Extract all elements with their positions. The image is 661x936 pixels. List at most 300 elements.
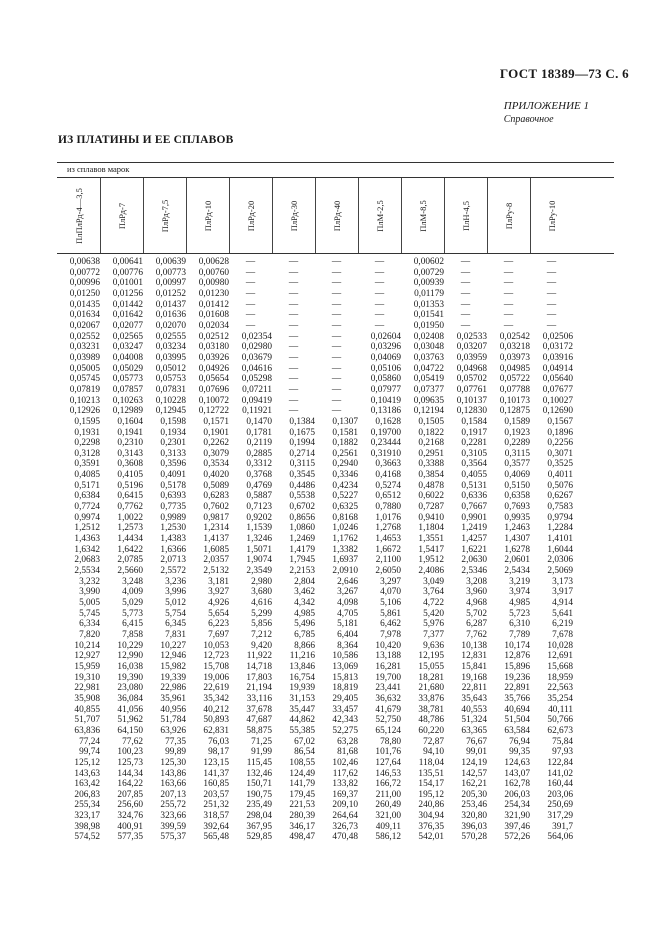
table-cell: 10,028 xyxy=(547,640,573,651)
column-header xyxy=(360,178,400,253)
table-cell: 31,153 xyxy=(289,693,315,704)
table-cell: 0,7583 xyxy=(547,502,573,513)
table-cell: 2,5132 xyxy=(203,566,229,577)
table-cell: 0,7693 xyxy=(504,502,530,513)
table-cell: 13,069 xyxy=(332,661,358,672)
table-cell: 51,707 xyxy=(74,715,100,726)
table-cell: 4,926 xyxy=(208,598,229,608)
table-cell: 8,866 xyxy=(294,640,315,651)
table-cell: 1,2573 xyxy=(117,523,143,534)
table-cell: 0,05745 xyxy=(69,374,100,385)
table-cell: 6,310 xyxy=(509,619,530,630)
table-cell: 0,05702 xyxy=(456,374,487,385)
table-cell: 264,64 xyxy=(332,811,358,822)
table-cell: 62,831 xyxy=(203,725,229,736)
table-cell: 323,66 xyxy=(160,811,186,822)
table-cell: — xyxy=(331,267,342,278)
table-cell: 63,365 xyxy=(461,725,487,736)
table-cell: — xyxy=(288,406,299,417)
table-cell: 367,95 xyxy=(246,821,272,832)
table-cell: 529,85 xyxy=(246,832,272,843)
table-cell: 0,00939 xyxy=(413,278,444,289)
table-cell: 0,9901 xyxy=(461,512,487,523)
table-cell: 0,02542 xyxy=(499,331,530,342)
table-cell: 10,420 xyxy=(375,640,401,651)
table-cell: 0,02034 xyxy=(198,320,229,331)
table-cell: 0,1589 xyxy=(504,416,530,427)
table-cell: 470,48 xyxy=(332,832,358,843)
column-header xyxy=(489,178,529,253)
table-cell: 115,45 xyxy=(246,757,272,768)
table-cell: 574,52 xyxy=(74,832,100,843)
table-cell: 6,415 xyxy=(122,619,143,630)
table-cell: 12,831 xyxy=(461,651,487,662)
table-cell: 10,227 xyxy=(160,640,186,651)
table-cell: 1,2314 xyxy=(203,523,229,534)
table-cell: 409,11 xyxy=(375,821,401,832)
table-cell: 0,12989 xyxy=(112,406,143,417)
table-cell: — xyxy=(288,395,299,406)
table-cell: 0,6512 xyxy=(375,491,401,502)
table-cell: — xyxy=(288,299,299,310)
table-cell: 0,1923 xyxy=(504,427,530,438)
table-cell: 0,00729 xyxy=(413,267,444,278)
table-cell: 0,00628 xyxy=(198,257,229,267)
table-cell: 15,959 xyxy=(74,661,100,672)
table-cell: 0,2940 xyxy=(332,459,358,470)
table-cell: 1,1804 xyxy=(418,523,444,534)
table-cell: 0,9974 xyxy=(74,512,100,523)
table-cell: 5,496 xyxy=(294,619,315,630)
table-cell: 0,12926 xyxy=(69,406,100,417)
table-cell: 570,28 xyxy=(461,832,487,843)
table-cell: 0,01250 xyxy=(69,288,100,299)
table-cell: 18,281 xyxy=(418,672,444,683)
table-cell: 0,03218 xyxy=(499,342,530,353)
table-cell: 35,961 xyxy=(160,693,186,704)
table-cell: 251,32 xyxy=(203,800,229,811)
table-cell: 35,908 xyxy=(74,693,100,704)
table-cell: 0,04968 xyxy=(456,363,487,374)
table-cell: 22,811 xyxy=(461,683,487,694)
table-cell: 6,404 xyxy=(337,629,358,640)
table-cell: 0,13186 xyxy=(370,406,401,417)
table-cell: 0,04926 xyxy=(198,363,229,374)
table-cell: 376,35 xyxy=(418,821,444,832)
table-cell: 0,4486 xyxy=(289,480,315,491)
table-cell: 51,784 xyxy=(160,715,186,726)
table-cell: 0,05012 xyxy=(155,363,186,374)
table-cell: — xyxy=(331,299,342,310)
table-cell: 0,07696 xyxy=(198,384,229,395)
table-cell: 19,700 xyxy=(375,672,401,683)
table-cell: 5,299 xyxy=(251,608,272,619)
table-cell: 304,94 xyxy=(418,811,444,822)
table-cell: 0,3133 xyxy=(160,448,186,459)
table-cell: 318,57 xyxy=(203,811,229,822)
table-cell: 75,84 xyxy=(552,736,573,747)
table-cell: 18,819 xyxy=(332,683,358,694)
table-cell: 2,5346 xyxy=(461,566,487,577)
table-cell: 0,07211 xyxy=(242,384,272,395)
table-cell: — xyxy=(503,310,514,321)
table-cell: 5,861 xyxy=(380,608,401,619)
table-cell: 0,9410 xyxy=(418,512,444,523)
table-cell: 8,364 xyxy=(337,640,358,651)
table-cell: — xyxy=(331,310,342,321)
table-cell: 0,03231 xyxy=(69,342,100,353)
table-cell: 0,3591 xyxy=(74,459,100,470)
table-cell: 12,927 xyxy=(74,651,100,662)
table-cell: 0,1994 xyxy=(289,438,315,449)
table-cell: 36,632 xyxy=(375,693,401,704)
table-cell: 10,214 xyxy=(74,640,100,651)
table-cell: 0,5178 xyxy=(160,480,186,491)
table-cell: 5,702 xyxy=(466,608,487,619)
table-cell: 4,722 xyxy=(423,598,444,608)
table-cell: 0,6415 xyxy=(117,491,143,502)
table-cell: 205,30 xyxy=(461,789,487,800)
table-cell: 0,4769 xyxy=(246,480,272,491)
table-column xyxy=(358,257,401,843)
table-cell: 16,754 xyxy=(289,672,315,683)
table-cell: 0,9935 xyxy=(504,512,530,523)
table-cell: — xyxy=(460,320,471,331)
column-header-label: ПлРд-30 xyxy=(288,200,299,231)
table-cell: 254,34 xyxy=(504,800,530,811)
table-cell: 0,03916 xyxy=(542,352,573,363)
table-cell: 133,82 xyxy=(332,779,358,790)
table-cell: 0,03234 xyxy=(155,342,186,353)
table-cell: 0,6702 xyxy=(289,502,315,513)
column-header xyxy=(102,178,142,253)
table-column xyxy=(401,257,444,843)
table-column xyxy=(57,257,100,843)
table-cell: 298,04 xyxy=(246,811,272,822)
table-cell: 0,01179 xyxy=(414,288,444,299)
table-cell: 50,766 xyxy=(547,715,573,726)
section-title: ИЗ ПЛАТИНЫ И ЕЕ СПЛАВОВ xyxy=(58,134,234,146)
table-cell: 1,4653 xyxy=(375,534,401,545)
table-cell: 0,02067 xyxy=(69,320,100,331)
table-column xyxy=(186,257,229,843)
table-cell: 0,6022 xyxy=(418,491,444,502)
column-header-label: ПлРд-7,5 xyxy=(159,199,170,232)
table-cell: 0,02506 xyxy=(542,331,573,342)
table-cell: 323,17 xyxy=(74,811,100,822)
column-header-label: ПлРд-7 xyxy=(116,202,127,229)
table-cell: 0,3115 xyxy=(504,448,530,459)
table-cell: 5,754 xyxy=(165,608,186,619)
table-cell: 0,00776 xyxy=(112,267,143,278)
table-cell: 16,038 xyxy=(117,661,143,672)
table-cell: 146,53 xyxy=(375,768,401,779)
table-cell: 4,968 xyxy=(466,598,487,608)
table-cell: 6,334 xyxy=(79,619,100,630)
table-cell: 0,7880 xyxy=(375,502,401,513)
table-cell: 10,053 xyxy=(203,640,229,651)
table-cell: 0,03763 xyxy=(413,352,444,363)
column-header xyxy=(231,178,271,253)
table-cell: 7,377 xyxy=(423,629,444,640)
table-cell: 2,5572 xyxy=(160,566,186,577)
table-cell: 6,785 xyxy=(294,629,315,640)
table-cell: 141,02 xyxy=(547,768,573,779)
table-cell: 1,2530 xyxy=(160,523,186,534)
table-cell: 5,976 xyxy=(423,619,444,630)
table-cell: 190,75 xyxy=(246,789,272,800)
table-cell: 0,3128 xyxy=(74,448,100,459)
table-cell: 0,03296 xyxy=(370,342,401,353)
table-cell: — xyxy=(331,363,342,374)
table-cell: 346,17 xyxy=(289,821,315,832)
table-cell: 40,956 xyxy=(160,704,186,715)
table-cell: 63,926 xyxy=(160,725,186,736)
table-cell: 0,09635 xyxy=(413,395,444,406)
table-cell: 0,12194 xyxy=(413,406,444,417)
table-cell: 0,2119 xyxy=(246,438,272,449)
table-cell: 16,281 xyxy=(375,661,401,672)
table-cell: 6,223 xyxy=(208,619,229,630)
table-cell: 0,6325 xyxy=(332,502,358,513)
table-cell: 127,64 xyxy=(375,757,401,768)
table-cell: 0,1567 xyxy=(547,416,573,427)
table-cell: 206,03 xyxy=(504,789,530,800)
table-cell: 0,01412 xyxy=(198,299,229,310)
table-cell: 4,985 xyxy=(294,608,315,619)
table-cell: — xyxy=(546,310,557,321)
table-column xyxy=(100,257,143,843)
table-cell: 0,09419 xyxy=(241,395,272,406)
table-cell: 326,73 xyxy=(332,821,358,832)
table-cell: 1,6342 xyxy=(74,544,100,555)
table-cell: 124,49 xyxy=(289,768,315,779)
column-header-label: ПлРу-10 xyxy=(546,200,557,231)
table-cell: — xyxy=(503,278,514,289)
table-cell: 0,1822 xyxy=(418,427,444,438)
table-cell: 0,00602 xyxy=(413,257,444,267)
table-cell: 2,0306 xyxy=(547,555,573,566)
table-cell: 3,049 xyxy=(423,576,444,587)
table-cell: 141,37 xyxy=(203,768,229,779)
table-cell: 60,220 xyxy=(418,725,444,736)
table-cell: 0,07788 xyxy=(499,384,530,395)
table-cell: — xyxy=(288,331,299,342)
table-cell: 52,750 xyxy=(375,715,401,726)
table-cell: 206,83 xyxy=(74,789,100,800)
table-cell: 575,37 xyxy=(160,832,186,843)
table-cell: 0,5538 xyxy=(289,491,315,502)
table-cell: — xyxy=(288,352,299,363)
table-cell: 33,876 xyxy=(418,693,444,704)
table-cell: 2,5534 xyxy=(74,566,100,577)
table-cell: 255,34 xyxy=(74,800,100,811)
table-cell: 4,914 xyxy=(552,598,573,608)
table-cell: 2,0601 xyxy=(504,555,530,566)
table-cell: 35,643 xyxy=(461,693,487,704)
table-cell: 3,232 xyxy=(79,576,100,587)
table-cell: 0,02408 xyxy=(413,331,444,342)
table-cell: 19,168 xyxy=(461,672,487,683)
table-cell: 0,1505 xyxy=(418,416,444,427)
table-cell: 577,35 xyxy=(117,832,143,843)
table-cell: 2,5069 xyxy=(547,566,573,577)
table-cell: 256,60 xyxy=(117,800,143,811)
table-cell: 19,236 xyxy=(504,672,530,683)
table-cell: 23,441 xyxy=(375,683,401,694)
table-cell: 0,05298 xyxy=(241,374,272,385)
table-cell: 0,10027 xyxy=(542,395,573,406)
table-cell: 150,71 xyxy=(246,779,272,790)
table-cell: 0,3105 xyxy=(461,448,487,459)
table-cell: 0,2298 xyxy=(74,438,100,449)
table-cell: 1,4307 xyxy=(504,534,530,545)
page-header: ГОСТ 18389—73 С. 6 xyxy=(499,66,629,81)
table-cell: 154,17 xyxy=(418,779,444,790)
table-cell: 0,07831 xyxy=(155,384,186,395)
table-cell: 76,67 xyxy=(466,736,487,747)
table-cell: 0,05419 xyxy=(413,374,444,385)
table-cell: 0,2714 xyxy=(289,448,315,459)
table-cell: — xyxy=(331,278,342,289)
column-header xyxy=(532,178,572,253)
table-cell: 0,04914 xyxy=(542,363,573,374)
table-cell: — xyxy=(546,299,557,310)
table-cell: — xyxy=(374,320,385,331)
table-cell: 162,21 xyxy=(461,779,487,790)
table-cell: 62,673 xyxy=(547,725,573,736)
table-cell: 0,01437 xyxy=(155,299,186,310)
table-cell: 0,07977 xyxy=(370,384,401,395)
table-cell: 0,01442 xyxy=(112,299,143,310)
table-cell: 397,46 xyxy=(504,821,530,832)
table-cell: 12,723 xyxy=(203,651,229,662)
table-cell: 10,138 xyxy=(461,640,487,651)
table-cell: 22,891 xyxy=(504,683,530,694)
table-cell: — xyxy=(331,257,342,267)
table-cell: 40,553 xyxy=(461,704,487,715)
column-header xyxy=(145,178,185,253)
table-cell: 0,04722 xyxy=(413,363,444,374)
table-cell: 0,07819 xyxy=(69,384,100,395)
table-cell: 0,5150 xyxy=(504,480,530,491)
table-cell: 0,02533 xyxy=(456,331,487,342)
table-cell: 64,150 xyxy=(117,725,143,736)
table-cell: 3,990 xyxy=(79,587,100,598)
table-cell: 0,02077 xyxy=(112,320,143,331)
table-cell: 1,1539 xyxy=(246,523,272,534)
table-cell: 2,2153 xyxy=(289,566,315,577)
table-cell: 5,654 xyxy=(208,608,229,619)
table-cell: 65,124 xyxy=(375,725,401,736)
table-cell: 0,10173 xyxy=(499,395,530,406)
table-cell: 0,7724 xyxy=(74,502,100,513)
table-cell: 0,04008 xyxy=(112,352,143,363)
column-header xyxy=(274,178,314,253)
column-header-label: ПлПлРд-4—3,5 xyxy=(73,187,84,244)
table-cell: 163,66 xyxy=(160,779,186,790)
table-cell: 35,342 xyxy=(203,693,229,704)
table-cell: 0,00980 xyxy=(198,278,229,289)
table-cell: — xyxy=(503,299,514,310)
table-cell: 164,22 xyxy=(117,779,143,790)
table-cell: 0,4234 xyxy=(332,480,358,491)
table-cell: 0,7762 xyxy=(117,502,143,513)
table-cell: 255,72 xyxy=(160,800,186,811)
table-cell: 207,85 xyxy=(117,789,143,800)
table-cell: 1,2512 xyxy=(74,523,100,534)
column-header xyxy=(446,178,486,253)
table-cell: 12,195 xyxy=(418,651,444,662)
table-column xyxy=(487,257,530,843)
table-cell: 1,6672 xyxy=(375,544,401,555)
table-cell: 0,31910 xyxy=(370,448,401,459)
table-cell: 5,005 xyxy=(79,598,100,608)
table-cell: — xyxy=(546,320,557,331)
table-cell: 21,680 xyxy=(418,683,444,694)
table-cell: — xyxy=(331,352,342,363)
table-cell: 0,2168 xyxy=(418,438,444,449)
table-column xyxy=(315,257,358,843)
table-cell: 1,4434 xyxy=(117,534,143,545)
table-cell: 0,11921 xyxy=(242,406,272,417)
table-cell: — xyxy=(374,267,385,278)
table-cell: 143,63 xyxy=(74,768,100,779)
table-cell: 141,79 xyxy=(289,779,315,790)
table-cell: 2,980 xyxy=(251,576,272,587)
table-cell: 399,59 xyxy=(160,821,186,832)
table-cell: 77,24 xyxy=(79,736,100,747)
table-cell: 142,57 xyxy=(461,768,487,779)
table-cell: 99,89 xyxy=(165,747,186,758)
table-cell: 122,84 xyxy=(547,757,573,768)
table-cell: 77,35 xyxy=(165,736,186,747)
table-cell: 117,62 xyxy=(332,768,358,779)
table-cell: 77,62 xyxy=(122,736,143,747)
table-cell: 15,813 xyxy=(332,672,358,683)
table-cell: 0,01642 xyxy=(112,310,143,321)
table-cell: 11,216 xyxy=(289,651,315,662)
table-cell: 0,12830 xyxy=(456,406,487,417)
table-cell: 0,2281 xyxy=(461,438,487,449)
table-cell: 12,990 xyxy=(117,651,143,662)
table-cell: 0,19700 xyxy=(370,427,401,438)
table-cell: 10,229 xyxy=(117,640,143,651)
table-cell: 76,03 xyxy=(208,736,229,747)
table-cell: 398,98 xyxy=(74,821,100,832)
table-cell: 0,12945 xyxy=(155,406,186,417)
table-cell: 166,72 xyxy=(375,779,401,790)
table-cell: 15,841 xyxy=(461,661,487,672)
table-cell: 0,7602 xyxy=(203,502,229,513)
column-header xyxy=(59,178,99,253)
table-cell: — xyxy=(503,288,514,299)
table-cell: 2,5660 xyxy=(117,566,143,577)
table-cell: 572,26 xyxy=(504,832,530,843)
table-cell: 0,3534 xyxy=(203,459,229,470)
table-cell: 125,30 xyxy=(160,757,186,768)
table-cell: 5,106 xyxy=(380,598,401,608)
table-cell: 4,070 xyxy=(380,587,401,598)
table-cell: 0,5227 xyxy=(332,491,358,502)
table-cell: 101,76 xyxy=(375,747,401,758)
table-cell: 71,25 xyxy=(251,736,272,747)
table-cell: 40,111 xyxy=(548,704,573,715)
table-cell: 0,1571 xyxy=(203,416,229,427)
table-cell: — xyxy=(546,257,557,267)
table-cell: 2,0630 xyxy=(461,555,487,566)
table-cell: 0,05722 xyxy=(499,374,530,385)
